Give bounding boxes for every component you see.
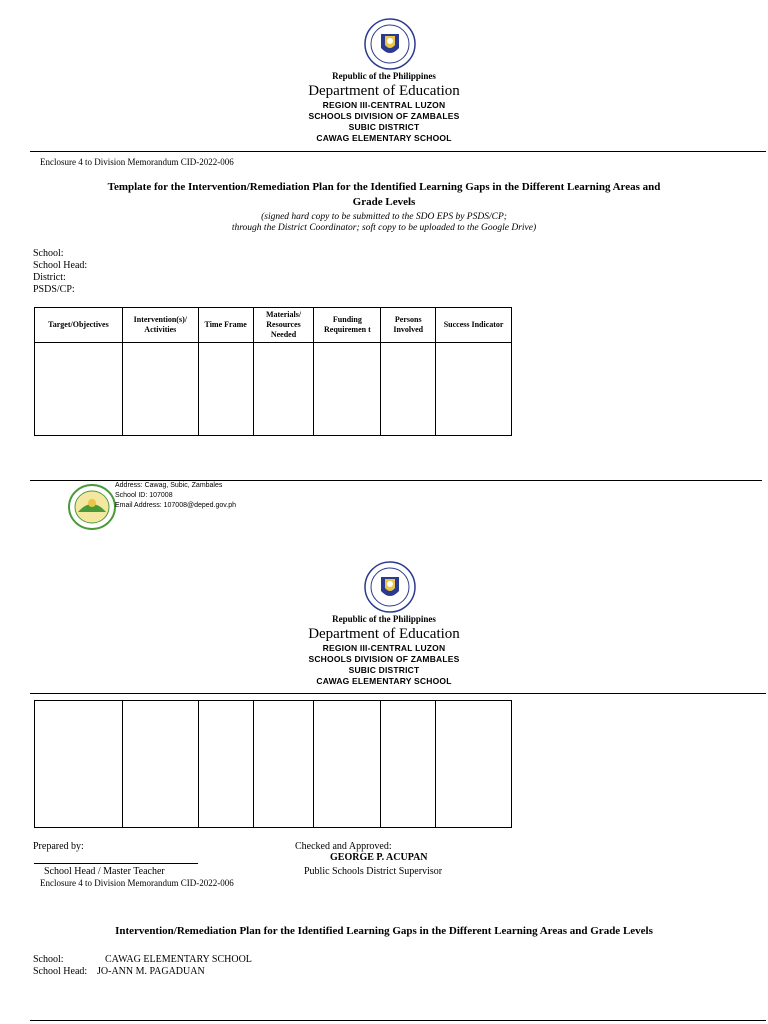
- school-value: CAWAG ELEMENTARY SCHOOL: [105, 954, 252, 965]
- table-cell[interactable]: [381, 701, 436, 828]
- school-text: CAWAG ELEMENTARY SCHOOL: [316, 133, 452, 143]
- department-title: Department of Education: [308, 626, 460, 642]
- table-cell[interactable]: [436, 343, 512, 436]
- table-cell[interactable]: [122, 701, 198, 828]
- plan-table-continued: [34, 700, 512, 828]
- header-divider: [30, 151, 766, 152]
- checked-approved-label: Checked and Approved:: [295, 841, 392, 852]
- prepared-role: School Head / Master Teacher: [44, 866, 165, 877]
- table-cell[interactable]: [253, 701, 314, 828]
- header-funding: Funding Requiremen t: [314, 308, 381, 343]
- school-label: School:: [33, 248, 64, 259]
- note-line1: (signed hard copy to be submitted to the SDO EPS by PSDS/CP;: [261, 212, 507, 222]
- region-text: REGION III-CENTRAL LUZON: [322, 100, 446, 110]
- table-cell[interactable]: [122, 343, 198, 436]
- school-logo-icon: [68, 484, 116, 530]
- department-title: Department of Education: [308, 83, 460, 99]
- header-time-frame: Time Frame: [198, 308, 253, 343]
- approver-role: Public Schools District Supervisor: [304, 866, 443, 877]
- school-label-2: School:: [33, 954, 64, 965]
- note-line2: through the District Coordinator; soft copy to be uploaded to the Google Drive): [231, 223, 537, 233]
- table-cell[interactable]: [314, 343, 381, 436]
- table-cell[interactable]: [35, 701, 123, 828]
- table-cell[interactable]: [198, 343, 253, 436]
- deped-seal-icon: [364, 18, 416, 70]
- table-cell[interactable]: [381, 343, 436, 436]
- table-row: [35, 701, 512, 828]
- table-cell[interactable]: [198, 701, 253, 828]
- division-text: SCHOOLS DIVISION OF ZAMBALES: [308, 654, 460, 664]
- approver-name: GEORGE P. ACUPAN: [330, 852, 428, 863]
- header-success: Success Indicator: [436, 308, 512, 343]
- deped-seal-icon: [364, 561, 416, 613]
- header-interventions: Intervention(s)/ Activities: [122, 308, 198, 343]
- school-head-value: JO-ANN M. PAGADUAN: [97, 966, 205, 977]
- plan-title: Intervention/Remediation Plan for the Identified Learning Gaps in the Different Learning Areas and Grade Levels: [115, 925, 653, 937]
- template-title-line2: Grade Levels: [352, 196, 416, 208]
- district-text: SUBIC DISTRICT: [348, 122, 420, 132]
- bottom-divider: [30, 1020, 766, 1021]
- table-cell[interactable]: [35, 343, 123, 436]
- school-head-label-2: School Head:: [33, 966, 88, 977]
- template-title-line1: Template for the Intervention/Remediation Plan for the Identified Learning Gaps in the Different Learning Areas and: [107, 181, 661, 193]
- table-cell[interactable]: [436, 701, 512, 828]
- district-label: District:: [33, 272, 66, 283]
- division-text: SCHOOLS DIVISION OF ZAMBALES: [308, 111, 460, 121]
- footer-email[interactable]: Email Address: 107008@deped.gov.ph: [115, 502, 237, 509]
- header-divider: [30, 693, 766, 694]
- table-cell[interactable]: [253, 343, 314, 436]
- school-head-label: School Head:: [33, 260, 88, 271]
- footer-address: Address: Cawag, Subic, Zambales: [115, 482, 223, 489]
- header-target: Target/Objectives: [35, 308, 123, 343]
- enclosure-text: Enclosure 4 to Division Memorandum CID-2022-006: [40, 157, 234, 167]
- prepared-by-label: Prepared by:: [33, 841, 84, 852]
- footer-school-id: School ID: 107008: [115, 492, 173, 499]
- table-cell[interactable]: [314, 701, 381, 828]
- region-text: REGION III-CENTRAL LUZON: [322, 643, 446, 653]
- enclosure-text-2: Enclosure 4 to Division Memorandum CID-2022-006: [40, 878, 234, 888]
- psds-label: PSDS/CP:: [33, 284, 75, 295]
- school-text: CAWAG ELEMENTARY SCHOOL: [316, 676, 452, 686]
- district-text: SUBIC DISTRICT: [348, 665, 420, 675]
- republic-text: Republic of the Philippines: [332, 614, 436, 624]
- header-materials: Materials/ Resources Needed: [253, 308, 314, 343]
- plan-table: [34, 307, 512, 436]
- table-row: [35, 343, 512, 436]
- signature-line: [34, 863, 198, 864]
- republic-text: Republic of the Philippines: [332, 71, 436, 81]
- header-persons: Persons Involved: [381, 308, 436, 343]
